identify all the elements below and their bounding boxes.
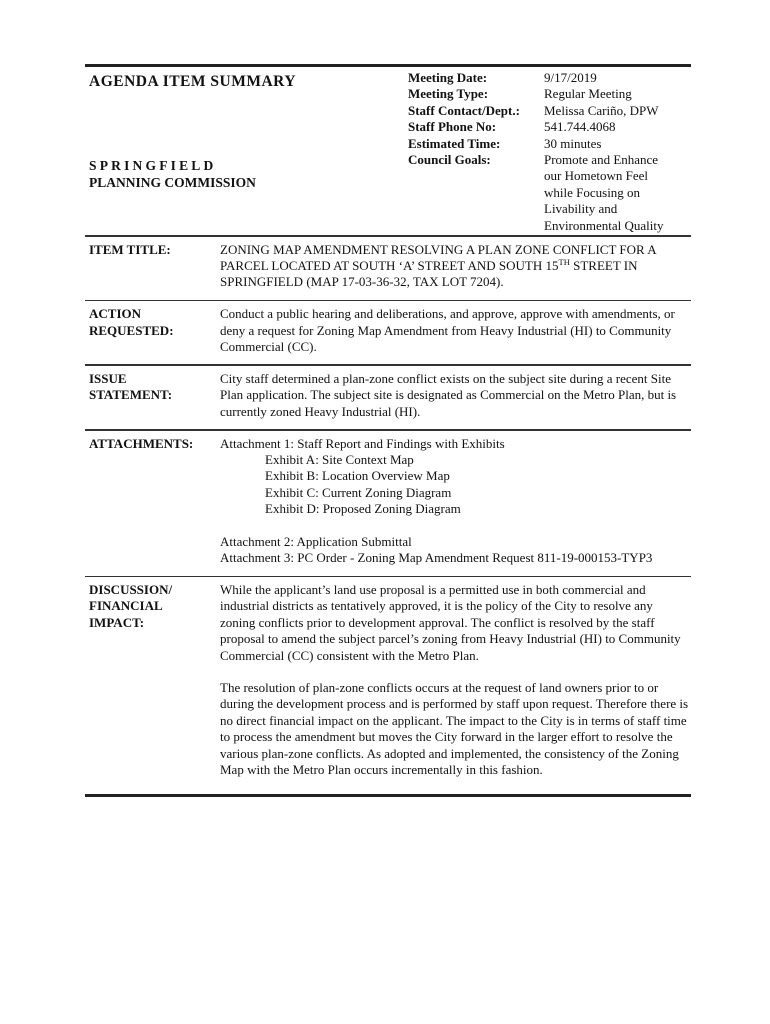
meta-value: Regular Meeting [544, 86, 632, 102]
item-title-section [85, 237, 691, 300]
meta-label: Meeting Type: [408, 86, 489, 102]
meta-value: Promote and Enhance [544, 152, 659, 168]
attachments-list [220, 436, 690, 567]
item-title-text [220, 242, 690, 291]
item-title-part2: STREET IN SPRINGFIELD (MAP 17-03-36-32, TAX LOT 7204). [220, 257, 638, 290]
meta-label: Estimated Time: [408, 135, 501, 151]
council-goals-line: Environmental Quality [544, 217, 664, 233]
summary-header [85, 67, 691, 235]
meta-label-empty [408, 201, 544, 217]
meta-value: 30 minutes [544, 135, 602, 151]
spacer [220, 664, 690, 680]
meta-label: Council Goals: [408, 152, 491, 168]
organization-body: PLANNING COMMISSION [89, 175, 256, 190]
spacer [220, 518, 690, 534]
meta-value: 541.744.4068 [544, 119, 616, 135]
attachment-item: Attachment 3: PC Order - Zoning Map Amendment Request 811-19-000153-TYP3 [220, 550, 653, 566]
agenda-item-summary-page [85, 64, 691, 797]
section-label [85, 306, 220, 355]
section-label [85, 582, 220, 778]
bottom-rule [85, 794, 691, 797]
section-label: ATTACHMENTS: [89, 435, 194, 451]
meta-row-council-goals [408, 152, 694, 168]
ordinal-superscript: TH [558, 256, 570, 267]
exhibit-item: Exhibit C: Current Zoning Diagram [265, 484, 452, 500]
label-line: STATEMENT: [89, 387, 173, 403]
label-line: IMPACT: [89, 614, 145, 630]
label-line: FINANCIAL [89, 598, 163, 614]
document-title: AGENDA ITEM SUMMARY [89, 73, 297, 90]
meta-row-staff-phone [408, 119, 694, 135]
meta-row-continued [408, 201, 694, 217]
action-requested-section [85, 301, 691, 364]
council-goals-line: Livability and [544, 201, 618, 217]
meta-label: Staff Contact/Dept.: [408, 102, 520, 118]
exhibit-item: Exhibit B: Location Overview Map [265, 468, 450, 484]
issue-statement-text: City staff determined a plan-zone conflict exists on the subject site during a recent Site Plan application. The subject site is designated as Commercial on the Metro Plan, but is currently zoned Heavy Industrial (HI). [220, 370, 677, 419]
discussion-section [85, 577, 691, 794]
council-goals-line: while Focusing on [544, 184, 641, 200]
issue-statement-section [85, 366, 691, 429]
attachment-item: Attachment 2: Application Submittal [220, 533, 412, 549]
meta-label: Meeting Date: [408, 70, 488, 85]
meta-row-continued [408, 218, 694, 234]
meta-label-empty [408, 218, 544, 234]
meta-label: Staff Phone No: [408, 119, 497, 135]
meta-row-staff-contact [408, 103, 694, 119]
label-line: DISCUSSION/ [89, 582, 173, 597]
meta-value: Melissa Cariño, DPW [544, 102, 659, 118]
meta-row-continued [408, 185, 694, 201]
label-line: ACTION [89, 306, 142, 322]
organization-city: SPRINGFIELD [89, 158, 217, 173]
meta-row-continued [408, 168, 694, 184]
action-requested-text: Conduct a public hearing and deliberations, and approve, approve with amendments, or deny a request for Zoning Map Amendment from Heavy Industrial (HI) to Community Commercial (CC). [220, 306, 675, 355]
section-label [85, 371, 220, 420]
council-goals-line: our Hometown Feel [544, 168, 648, 184]
exhibit-item: Exhibit A: Site Context Map [265, 452, 414, 468]
organization-block [89, 157, 256, 191]
meta-label-empty [408, 168, 544, 184]
discussion-paragraph: The resolution of plan-zone conflicts occurs at the request of land owners prior to or during the development process and is performed by staff upon request. Therefore there is no direct financial impact on the applicant. The impact to the City is in terms of staff time to process the amendment but moves the City forward in the larger effort to resolve the various plan-zone conflicts. As adopted and implemented, the consistency of the Zoning Map with the Metro Plan occurs incrementally in this fashion. [220, 680, 689, 778]
meta-label-empty [408, 185, 544, 201]
item-title-part1: ZONING MAP AMENDMENT RESOLVING A PLAN ZONE CONFLICT FOR A PARCEL LOCATED AT SOUTH ‘A’ STREET AND SOUTH 15 [220, 241, 656, 273]
label-line: ISSUE [89, 370, 127, 386]
exhibit-item: Exhibit D: Proposed Zoning Diagram [265, 501, 461, 517]
discussion-text [220, 582, 690, 778]
meta-row-meeting-type [408, 86, 694, 102]
meta-row-estimated-time [408, 136, 694, 152]
meta-row-meeting-date [408, 70, 694, 86]
label-line: REQUESTED: [89, 322, 174, 338]
discussion-paragraph: While the applicant’s land use proposal is a permitted use in both commercial and industrial districts as tentatively approved, it is the policy of the City to resolve any zoning conflicts prior to development approval. The conflict is resolved by the staff proposal to amend the subject parcel’s zoning from Heavy Industrial (HI) to Community Commercial (CC) consistent with the Metro Plan. [220, 582, 681, 663]
meta-value: 9/17/2019 [544, 70, 597, 85]
attachments-section [85, 431, 691, 576]
section-label: ITEM TITLE: [89, 241, 171, 257]
meeting-details [408, 70, 694, 234]
attachment-item: Attachment 1: Staff Report and Findings with Exhibits [220, 435, 505, 451]
